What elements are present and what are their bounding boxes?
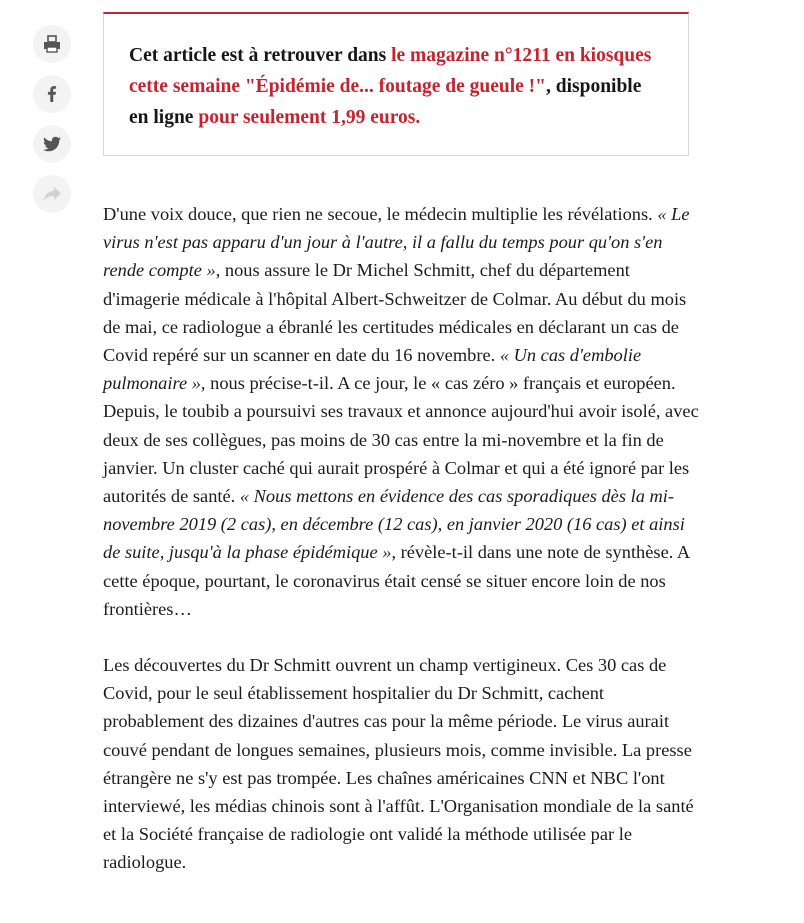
- p1-quote: « Un cas d'embolie pulmonaire »: [103, 345, 642, 394]
- magazine-link[interactable]: le magazine n°1211 en kiosques cette semaine "Épidémie de... foutage de gueule !": [129, 45, 652, 97]
- article-paragraph-2: Les découvertes du Dr Schmitt ouvrent un champ vertigineux. Ces 30 cas de Covid, pour le seul établissement hospitalier du Dr Schmitt, cachent probablement des dizaines d'autres cas pour la même période. Le virus aurait couvé pendant de longues semaines, plusieurs mois, comme invisible. La presse étrangère ne s'y est pas trompée. Les chaînes américaines CNN et NBC l'ont interviewé, les médias chinois sont à l'affût. L'Organisation mondiale de la santé et la Société française de radiologie ont validé la méthode utilisée par le radiologue.: [103, 655, 694, 873]
- twitter-icon: [42, 135, 62, 153]
- promo-middle-text: , disponible en ligne: [129, 76, 642, 128]
- promo-intro-text: Cet article est à retrouver dans: [129, 45, 392, 66]
- facebook-icon: [43, 85, 61, 103]
- print-icon: [43, 35, 61, 53]
- facebook-share-button[interactable]: [33, 75, 71, 113]
- forward-arrow-icon: [42, 186, 62, 202]
- article-body: [103, 200, 703, 905]
- forward-share-button[interactable]: [33, 175, 71, 213]
- price-link[interactable]: pour seulement 1,99 euros.: [198, 107, 421, 128]
- print-button[interactable]: [33, 25, 71, 63]
- share-sidebar: [33, 25, 73, 225]
- p1-segment: , nous assure le Dr Michel Schmitt, chef du département d'imagerie médicale à l'hôpital Albert-Schweitzer de Colmar. Au début du mois de mai, ce radiologue a ébranlé les certitudes médicales en déclarant un cas de Covid repéré sur un scanner en date du 16 novembre.: [103, 260, 687, 366]
- magazine-promo-box: [103, 12, 689, 156]
- article-paragraph-1: [103, 200, 703, 623]
- p1-quote: « Nous mettons en évidence des cas sporadiques dès la mi-novembre 2019 (2 cas), en décembre (12 cas), en janvier 2020 (16 cas) et ainsi de suite, jusqu'à la phase épidémique »: [103, 486, 685, 563]
- p1-segment: , nous précise-t-il. A ce jour, le « cas zéro » français et européen. Depuis, le toubib a poursuivi ses travaux et annonce aujourd'hui avoir isolé, avec deux de ses collègues, pas moins de 30 cas entre la mi-novembre et la fin de janvier. Un cluster caché qui aurait prospéré à Colmar et qui a été ignoré par les autorités de santé.: [103, 373, 699, 507]
- p1-segment: , révèle-t-il dans une note de synthèse. A cette époque, pourtant, le coronavirus était censé se situer encore loin de nos frontières…: [103, 542, 690, 619]
- p1-segment: D'une voix douce, que rien ne secoue, le médecin multiplie les révélations.: [103, 204, 658, 224]
- p1-quote: « Le virus n'est pas apparu d'un jour à l'autre, il a fallu du temps pour qu'on s'en rende compte »: [103, 204, 690, 281]
- twitter-share-button[interactable]: [33, 125, 71, 163]
